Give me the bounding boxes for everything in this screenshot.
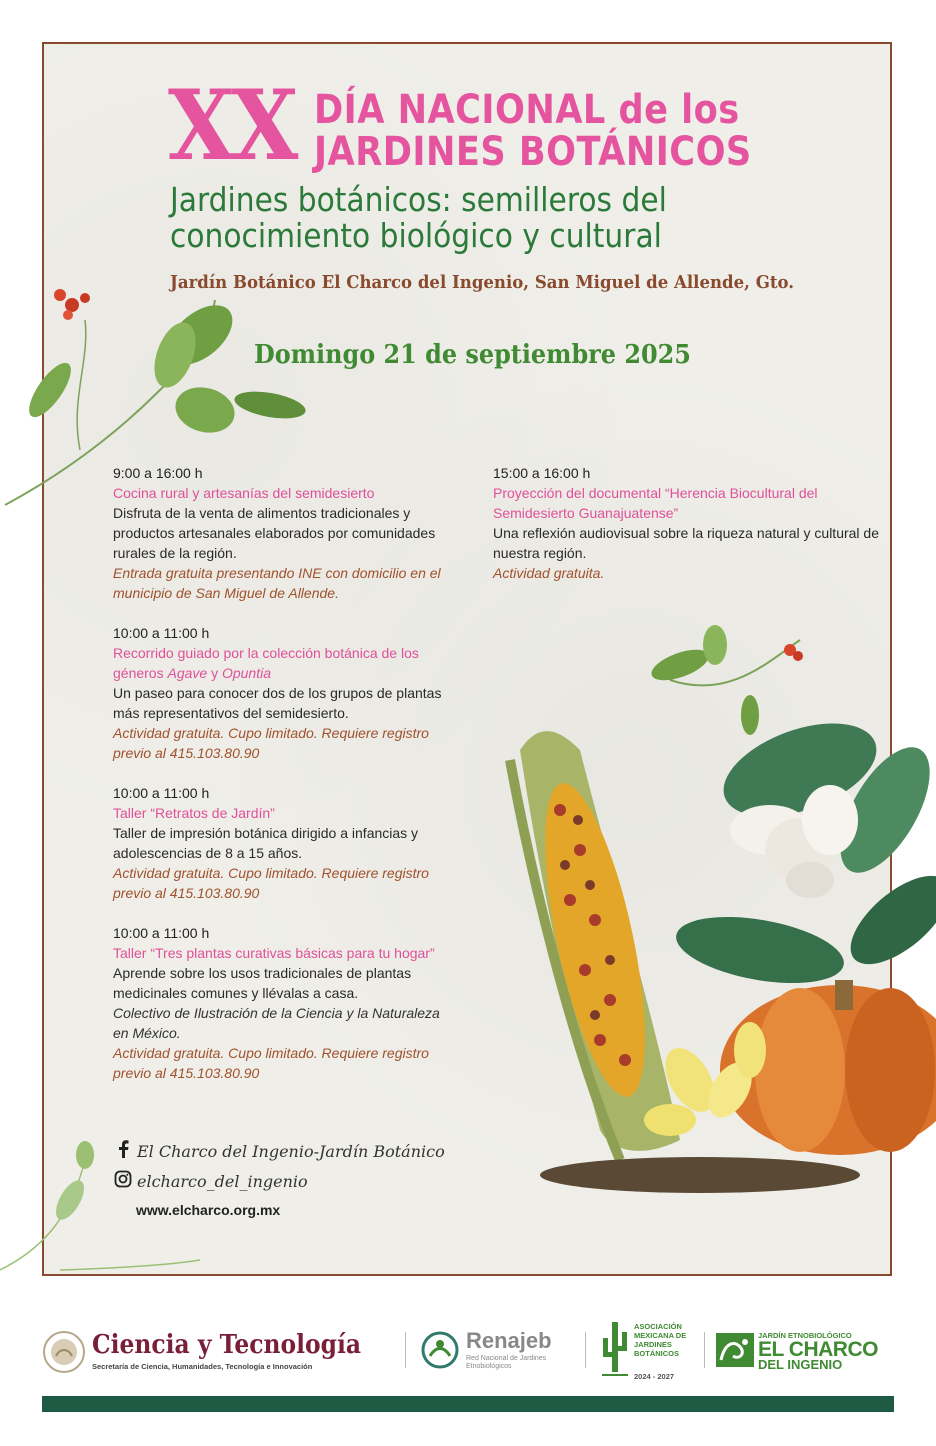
charco-logo-icon [715,1332,755,1368]
subtitle-line-1: Jardines botánicos: semilleros del [170,180,667,219]
event-time: 10:00 a 11:00 h [113,925,210,941]
event-title [113,643,453,683]
footer-divider [585,1332,586,1368]
event-item [113,923,453,1083]
venue: Jardín Botánico El Charco del Ingenio, San Miguel de Allende, Gto. [170,272,795,293]
renajeb-logo: Renajeb [466,1328,552,1353]
event-description: Disfruta de la venta de alimentos tradicionales y productos artesanales elaborados por comunidades rurales de la región. [113,505,436,561]
event-description: Taller de impresión botánica dirigido a infancias y adolescencias de 8 a 15 años. [113,825,419,861]
schedule-left-column [113,463,453,1103]
event-credit: Colectivo de Ilustración de la Ciencia y la Naturaleza en México. [113,1005,440,1041]
charco-logo-title: EL CHARCO [758,1338,878,1361]
roman-numeral: XX [168,69,295,182]
instagram-link[interactable] [113,1170,308,1192]
facebook-icon [113,1140,133,1162]
event-description: Un paseo para conocer dos de los grupos de plantas más representativos del semidesierto. [113,685,442,721]
event-description: Aprende sobre los usos tradicionales de plantas medicinales comunes y llévalas a casa. [113,965,412,1001]
event-note: Actividad gratuita. Cupo limitado. Requiere registro previo al 415.103.80.90 [113,725,429,761]
event-time: 15:00 a 16:00 h [493,465,591,481]
renajeb-icon [420,1330,460,1370]
event-time: 9:00 a 16:00 h [113,465,203,481]
event-note: Entrada gratuita presentando INE con domicilio en el municipio de San Miguel de Allende. [113,565,441,601]
amjb-logo: ASOCIACIÓN MEXICANA DE JARDINES BOTÁNICOS [634,1322,687,1358]
title-line-2: JARDINES BOTÁNICOS [314,129,752,175]
footer-bar [42,1396,894,1412]
subtitle [170,182,667,254]
event-title: Cocina rural y artesanías del semidesierto [113,485,375,501]
footer-divider [704,1332,705,1368]
event-note: Actividad gratuita. Cupo limitado. Requiere registro previo al 415.103.80.90 [113,1045,429,1081]
botanical-illustration-right [500,620,936,1200]
genus-agave: Agave [167,665,208,681]
genus-opuntia: Opuntia [221,665,272,681]
event-item [113,623,453,763]
event-note: Actividad gratuita. [493,565,605,581]
event-title: Proyección del documental “Herencia Biocultural del Semidesierto Guanajuatense” [493,485,818,521]
event-title: Taller “Retratos de Jardín” [113,805,275,821]
instagram-handle: elcharco_del_ingenio [137,1171,308,1191]
event-title: Taller “Tres plantas curativas básicas para tu hogar” [113,945,435,961]
instagram-icon [113,1170,133,1192]
renajeb-subtitle: Red Nacional de Jardines Etnobiológicos [466,1355,547,1370]
charco-logo-caption: JARDÍN ETNOBIOLÓGICO [758,1331,852,1340]
event-title-conj: y [207,665,222,681]
event-description: Una reflexión audiovisual sobre la riqueza natural y cultural de nuestra región. [493,525,879,561]
title-line-1: DÍA NACIONAL de los [314,87,740,133]
mexico-seal-icon [42,1330,86,1374]
subtitle-line-2: conocimiento biológico y cultural [170,216,662,255]
ciencia-tecnologia-logo: Ciencia y Tecnología [92,1330,362,1360]
event-date: Domingo 21 de septiembre 2025 [254,340,691,370]
footer-divider [405,1332,406,1368]
event-item [113,463,453,603]
website-link[interactable]: www.elcharco.org.mx [136,1202,281,1218]
event-item [113,783,453,903]
event-time: 10:00 a 11:00 h [113,625,210,641]
amjb-years: 2024 - 2027 [634,1372,675,1381]
event-note: Actividad gratuita. Cupo limitado. Requiere registro previo al 415.103.80.90 [113,865,429,901]
facebook-page-name: El Charco del Ingenio-Jardín Botánico [137,1141,445,1161]
schedule-right-column [493,463,893,603]
facebook-link[interactable] [113,1140,445,1162]
event-time: 10:00 a 11:00 h [113,785,210,801]
event-item [493,463,893,583]
ciencia-tecnologia-subtitle: Secretaría de Ciencia, Humanidades, Tecnología e Innovación [92,1362,313,1371]
event-title-text: Recorrido guiado por la colección botánica de los géneros [113,645,419,681]
charco-logo-title-line-2: DEL INGENIO [758,1357,843,1372]
cactus-icon [600,1314,630,1380]
